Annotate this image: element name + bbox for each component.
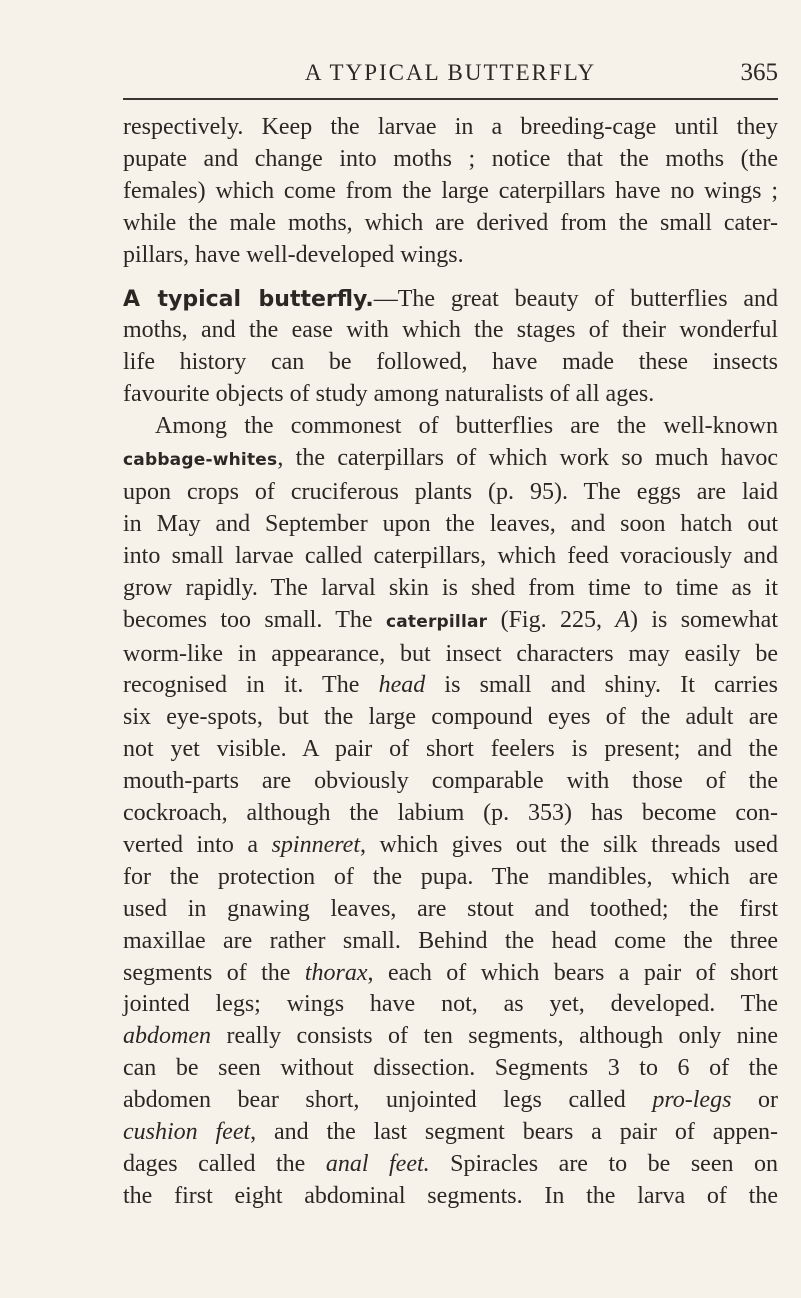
text-line: jointed legs; wings have not, as yet, developed. The	[123, 991, 778, 1018]
text-run: recognised in it. The	[123, 672, 379, 699]
text-run: , the caterpillars of which work so much havoc	[277, 445, 778, 472]
text-line: pupate and change into moths ; notice that the moths (the	[123, 145, 778, 172]
paragraph-2	[123, 284, 778, 412]
italic-term: cushion feet	[123, 1119, 251, 1146]
text-line	[123, 284, 778, 316]
text-line: cockroach, although the labium (p. 353) has become con-	[123, 800, 778, 827]
text-run: , and the last segment bears a pair of appen-	[250, 1119, 778, 1146]
text-line: used in gnawing leaves, are stout and toothed; the first	[123, 895, 778, 922]
figure-letter: A	[615, 606, 630, 633]
paragraph-3	[123, 411, 778, 1213]
italic-term: spinneret	[271, 831, 360, 858]
key-term: cabbage-whites	[123, 450, 278, 471]
text-run: is small and shiny. It carries	[425, 672, 779, 699]
text-line	[123, 670, 778, 702]
text-line: Among the commonest of butterflies are the well-known	[155, 413, 778, 440]
text-run: verted into a	[123, 831, 272, 858]
text-run: segments of the	[123, 959, 305, 986]
text-line: the first eight abdominal segments. In the larva of the	[123, 1182, 778, 1209]
paragraph-1	[123, 112, 778, 272]
text-line	[123, 958, 778, 990]
text-line	[123, 1117, 778, 1149]
text-line: pillars, have well-developed wings.	[123, 241, 464, 268]
page-number: 365	[740, 59, 778, 86]
text-line	[123, 443, 778, 477]
text-line	[123, 605, 778, 639]
text-line: for the protection of the pupa. The mandibles, which are	[123, 863, 778, 890]
text-line	[123, 1021, 778, 1053]
text-line: maxillae are rather small. Behind the head come the three	[123, 927, 778, 954]
text-line: while the male moths, which are derived from the small cater-	[123, 209, 778, 236]
italic-term: pro-legs	[652, 1087, 732, 1114]
text-line: not yet visible. A pair of short feelers is present; and the	[123, 736, 778, 763]
text-line: life history can be followed, have made these insects	[123, 349, 778, 376]
text-run: really consists of ten segments, although only nine	[210, 1023, 778, 1050]
running-head: A TYPICAL BUTTERFLY	[304, 60, 597, 85]
text-line: favourite objects of study among naturalists of all ages.	[123, 381, 655, 408]
text-line: mouth-parts are obviously comparable with those of the	[123, 768, 778, 795]
text-run: or	[731, 1087, 778, 1114]
text-run: (Fig. 225,	[487, 606, 616, 633]
italic-term: head	[378, 672, 426, 699]
text-line: grow rapidly. The larval skin is shed from time to time as it	[123, 574, 778, 601]
text-line: six eye-spots, but the large compound eyes of the adult are	[123, 704, 778, 731]
header-rule	[123, 98, 778, 100]
text-line	[123, 830, 778, 862]
text-run: , each of which bears a pair of short	[367, 959, 778, 986]
italic-term: thorax	[304, 959, 368, 986]
text-run: , which gives out the silk threads used	[360, 831, 779, 858]
page-body	[123, 112, 778, 1213]
text-line: into small larvae called caterpillars, which feed voraciously and	[123, 542, 778, 569]
text-run: ) is somewhat	[629, 606, 779, 633]
text-line: in May and September upon the leaves, and soon hatch out	[123, 510, 778, 537]
text-line: moths, and the ease with which the stages of their wonderful	[123, 317, 778, 344]
italic-term: anal feet.	[325, 1151, 430, 1177]
text-line	[123, 1085, 778, 1117]
text-run: abdomen bear short, unjointed legs called	[123, 1087, 653, 1114]
section-heading: A typical butterfly.	[123, 286, 374, 312]
text-line: upon crops of cruciferous plants (p. 95). The eggs are laid	[123, 478, 778, 505]
text-run: becomes too small. The	[123, 606, 386, 633]
text-run: dages called the	[123, 1151, 326, 1177]
text-run: Spiracles are to be seen on	[429, 1151, 779, 1177]
text-run: —The great beauty of butterflies and	[373, 285, 778, 312]
text-line	[123, 1149, 778, 1181]
text-line: respectively. Keep the larvae in a breeding-cage until they	[123, 114, 778, 140]
page-header	[123, 44, 778, 94]
text-line: worm-like in appearance, but insect characters may easily be	[123, 640, 778, 667]
key-term: caterpillar	[385, 611, 488, 632]
italic-term: abdomen	[123, 1023, 211, 1050]
text-line: can be seen without dissection. Segments 3 to 6 of the	[123, 1055, 778, 1082]
text-line: females) which come from the large caterpillars have no wings ;	[123, 177, 778, 204]
